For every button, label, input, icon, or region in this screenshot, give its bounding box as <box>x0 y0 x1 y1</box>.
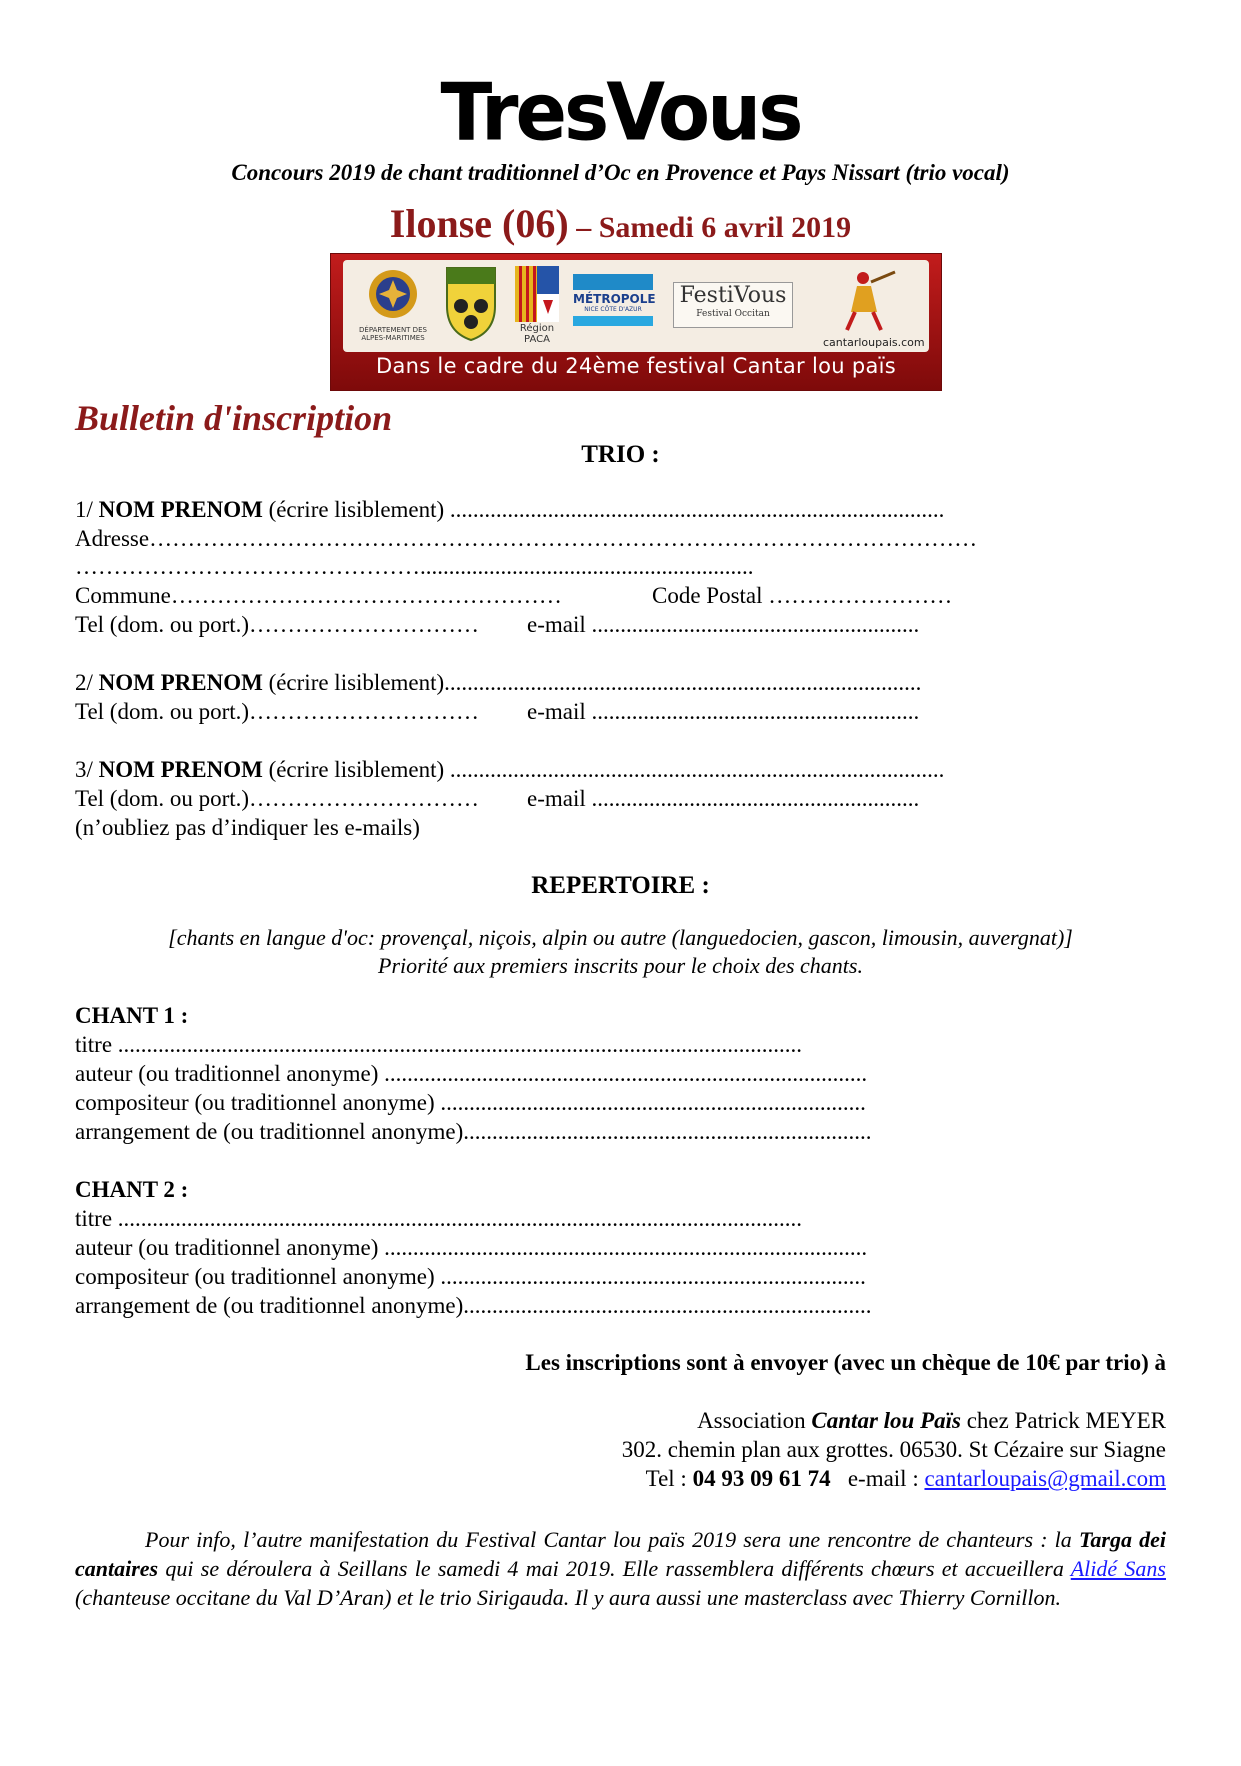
event-place: Ilonse (06) <box>389 201 569 246</box>
person3-tel-line: Tel (dom. ou port.)………………………… <box>75 786 480 811</box>
person2-number: 2/ <box>75 670 99 695</box>
chant2-arrangement-line: arrangement de (ou traditionnel anonyme)....................................................................... <box>75 1293 872 1318</box>
chant2-title-line: titre ....................................................................................................................... <box>75 1206 803 1231</box>
chant1-heading: CHANT 1 : <box>75 1003 189 1028</box>
person1-name-label: NOM PRENOM <box>98 497 263 522</box>
festivous-subtitle: Festival Occitan <box>696 309 770 319</box>
person3-name-label: NOM PRENOM <box>98 757 263 782</box>
metropole-line2: NICE CÔTE D'AZUR <box>584 306 642 313</box>
association-line <box>697 1408 1166 1434</box>
association-prefix: Association <box>697 1408 812 1433</box>
chant1-title-line: titre ....................................................................................................................... <box>75 1032 803 1057</box>
contact-email-link[interactable]: cantarloupais@gmail.com <box>924 1466 1166 1491</box>
banner-website: cantarloupais.com <box>823 336 925 349</box>
association-name: Cantar lou Païs <box>811 1408 961 1433</box>
event-date: – Samedi 6 avril 2019 <box>568 211 852 244</box>
person3-number: 3/ <box>75 757 99 782</box>
alide-sans-link[interactable]: Alidé Sans <box>1070 1556 1166 1581</box>
region-paca-label: Région PACA <box>519 323 555 345</box>
person2-email-line: e-mail ......................................................... <box>527 699 920 724</box>
festival-logo: TresVous <box>440 64 801 159</box>
repertoire-priority-note: Priorité aux premiers inscrits pour le choix des chants. <box>378 953 863 978</box>
tel-number: 04 93 09 61 74 <box>692 1466 831 1491</box>
chant1-author-line: auteur (ou traditionnel anonyme) .................................................................................... <box>75 1061 868 1086</box>
person1-address-line: Adresse……………………………………………………………………………………………… <box>75 526 978 551</box>
person2-name-label: NOM PRENOM <box>98 670 263 695</box>
chant1-arrangement-line: arrangement de (ou traditionnel anonyme)....................................................................... <box>75 1119 872 1144</box>
person1-address-line2: ……………………………………….......................................................... <box>75 554 754 579</box>
chant2-heading: CHANT 2 : <box>75 1177 189 1202</box>
town-shield-icon <box>443 264 499 342</box>
contact-line <box>646 1466 1166 1492</box>
send-instructions: Les inscriptions sont à envoyer (avec un chèque de 10€ par trio) à <box>525 1350 1166 1375</box>
metropole-logo <box>573 274 656 326</box>
festivous-logo <box>673 282 793 328</box>
chant2-author-line: auteur (ou traditionnel anonyme) .................................................................................... <box>75 1235 868 1260</box>
metropole-line1: MÉTROPOLE <box>573 292 656 306</box>
person3-name-line <box>75 757 944 783</box>
info-text-part3: (chanteuse occitane du Val D’Aran) et le trio Sirigauda. Il y aura aussi une masterclass avec Thierry Cornillon. <box>75 1585 1061 1610</box>
sponsors-banner <box>330 253 942 391</box>
trio-heading: TRIO : <box>581 441 660 468</box>
departement-crest-icon <box>363 268 423 324</box>
email-label: e-mail : <box>830 1466 925 1491</box>
chant1-composer-line: compositeur (ou traditionnel anonyme) .......................................................................... <box>75 1090 866 1115</box>
person1-postal-line: Code Postal …………………… <box>652 583 953 608</box>
chant2-composer-line: compositeur (ou traditionnel anonyme) .......................................................................... <box>75 1264 866 1289</box>
competition-subtitle: Concours 2019 de chant traditionnel d’Oc en Provence et Pays Nissart (trio vocal) <box>231 160 1010 185</box>
info-paragraph <box>75 1525 1166 1612</box>
association-contact: chez Patrick MEYER <box>960 1408 1166 1433</box>
email-reminder: (n’oubliez pas d’indiquer les e-mails) <box>75 815 420 840</box>
street-address: 302. chemin plan aux grottes. 06530. St Cézaire sur Siagne <box>621 1437 1166 1462</box>
person2-name-line <box>75 670 921 696</box>
repertoire-languages-note: [chants en langue d'oc: provençal, niçois, alpin ou autre (languedocien, gascon, limousin, auvergnat)] <box>168 925 1073 950</box>
targa-event-name: Targa dei cantaires <box>75 1527 1167 1581</box>
repertoire-heading: REPERTOIRE : <box>531 872 710 899</box>
form-heading: Bulletin d'inscription <box>75 398 393 438</box>
person1-name-field: (écrire lisiblement) ...................................................................................... <box>262 497 945 522</box>
departement-label: DÉPARTEMENT DES ALPES-MARITIMES <box>359 326 427 342</box>
banner-caption: Dans le cadre du 24ème festival Cantar lou païs <box>375 354 897 378</box>
info-text-part2: qui se déroulera à Seillans le samedi 4 mai 2019. Elle rassemblera différents chœurs et accueillera <box>158 1556 1071 1581</box>
person1-commune-line: Commune…………………………………………… <box>75 583 562 608</box>
sponsors-logo-strip <box>343 260 929 352</box>
event-title <box>0 200 1241 247</box>
person1-tel-line: Tel (dom. ou port.)………………………… <box>75 612 480 637</box>
person3-name-field: (écrire lisiblement) ...................................................................................... <box>262 757 945 782</box>
musician-figure-icon <box>833 264 903 334</box>
person3-email-line: e-mail ......................................................... <box>527 786 920 811</box>
region-paca-icon <box>515 266 559 322</box>
info-text-part1: Pour info, l’autre manifestation du Festival Cantar lou païs 2019 sera une rencontre de chanteurs : la <box>145 1527 1079 1552</box>
person2-name-field: (écrire lisiblement)................................................................................... <box>262 670 922 695</box>
person1-email-line: e-mail ......................................................... <box>527 612 920 637</box>
person1-number: 1/ <box>75 497 99 522</box>
festivous-title: FestiVous <box>679 283 787 308</box>
tel-label: Tel : <box>645 1466 693 1491</box>
person1-name-line <box>75 497 944 523</box>
person2-tel-line: Tel (dom. ou port.)………………………… <box>75 699 480 724</box>
